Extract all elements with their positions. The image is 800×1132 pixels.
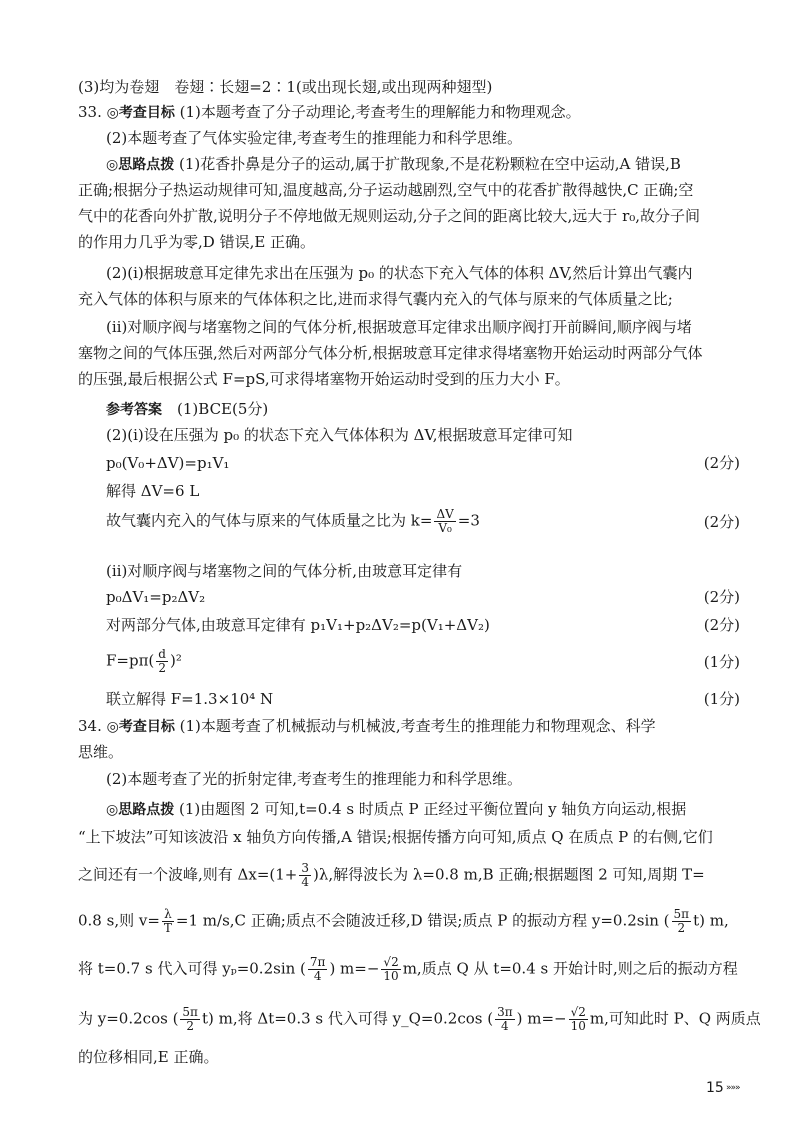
fraction: $\frac{d}{2}$	[158, 647, 166, 675]
score: (2分)	[703, 512, 740, 531]
page-number: 15	[706, 1080, 724, 1096]
q33-answer-1: 参考答案 (1)BCE(5分)	[106, 400, 269, 418]
equation-5: F=pπ( $\frac{d}{2}$ )² (1分)	[106, 647, 740, 675]
score: (2分)	[703, 454, 740, 472]
q34-hint-3: 之间还有一个波峰,则有 Δx=(1+ $\frac{3}{4}$ )λ,解得波长为 λ=0.8 m,B 正确;根据题图 2 可知,周期 T=	[78, 861, 705, 889]
q33-hint-4: 的作用力几乎为零,D 错误,E 正确。	[78, 233, 316, 251]
q33-target: 33. ◎考查目标 (1)本题考查了分子动理论,考查考生的理解能力和物理观念。	[78, 103, 581, 121]
equation-6: 联立解得 F=1.3×10⁴ N (1分)	[106, 690, 740, 708]
fraction: $\frac{7\pi}{4}$	[309, 955, 326, 983]
equation-2: 故气囊内充入的气体与原来的气体质量之比为 k= $\frac{\Delta V}{\text{V₀}}$ =3 (2分)	[106, 507, 740, 535]
q34-target: 34. ◎考查目标 (1)本题考查了机械振动与机械波,考查考生的推理能力和物理观念、科学	[78, 717, 656, 735]
q33-answer-3: (ⅱ)对顺序阀与堵塞物之间的气体分析,由玻意耳定律有	[106, 562, 463, 580]
fraction: $\frac{√2}{10}$	[383, 955, 399, 983]
score: (2分)	[703, 616, 740, 634]
page-arrows-icon: »»»	[726, 1083, 740, 1093]
q33-hint-5: (2)(ⅰ)根据玻意耳定律先求出在压强为 p₀ 的状态下充入气体的体积 ΔV,然后计算出气囊内	[106, 264, 693, 282]
score: (1分)	[703, 690, 740, 708]
score: (2分)	[703, 588, 740, 606]
q34-hint-6: 为 y=0.2cos ( $\frac{5\pi}{2}$ t) m,将 Δt=0.3 s 代入可得 y_Q=0.2cos ( $\frac{3\pi}{4}$ ) m=− $\frac{√2}{10}$ m,可知此时 P、Q 两质点	[78, 1005, 761, 1033]
q34-hint-4: 0.8 s,则 v= $\frac{\lambda}{T}$ =1 m/s,C 正确;质点不会随波迁移,D 错误;质点 P 的振动方程 y=0.2sin ( $\frac{5\pi}{2}$ t) m,	[78, 907, 729, 935]
fraction: $\frac{3\pi}{4}$	[497, 1005, 513, 1033]
fraction: $\frac{√2}{10}$	[570, 1005, 586, 1033]
q34-hint-5: 将 t=0.7 s 代入可得 yₚ=0.2sin ( $\frac{7\pi}{4}$ ) m=− $\frac{√2}{10}$ m,质点 Q 从 t=0.4 s 开始计时,则之后的振动方程	[78, 955, 738, 983]
equation-1: p₀(V₀+ΔV)=p₁V₁ (2分)	[106, 454, 740, 472]
fraction: $\frac{\lambda}{T}$	[163, 907, 172, 935]
q33-hint-7: (ⅱ)对顺序阀与堵塞物之间的气体分析,根据玻意耳定律求出顺序阀打开前瞬间,顺序阀与堵	[106, 318, 692, 336]
equation-3: p₀ΔV₁=p₂ΔV₂ (2分)	[106, 588, 740, 606]
q34-target-1b: 思维。	[78, 743, 124, 761]
q33-target-2: (2)本题考查了气体实验定律,考查考生的推理能力和科学思维。	[106, 129, 523, 147]
q34-hint-7: 的位移相同,E 正确。	[78, 1048, 219, 1066]
line-q32-answer: (3)均为卷翅 卷翅∶长翅=2∶1(或出现长翅,或出现两种翅型)	[78, 78, 493, 96]
score: (1分)	[703, 652, 740, 671]
q33-hint-3: 气中的花香向外扩散,说明分子不停地做无规则运动,分子之间的距离比较大,远大于 r₀,故分子间	[78, 207, 701, 225]
fraction: $\frac{\Delta V}{\text{V₀}}$	[436, 507, 454, 535]
target-tag: ◎考查目标	[106, 105, 175, 121]
hint-tag: ◎思路点拨	[106, 802, 175, 818]
target-tag: ◎考查目标	[106, 719, 175, 735]
q33-hint-1: ◎思路点拨 (1)花香扑鼻是分子的运动,属于扩散现象,不是花粉颗粒在空中运动,A 错误,B	[106, 155, 681, 173]
q33-answer-2: (2)(ⅰ)设在压强为 p₀ 的状态下充入气体体积为 ΔV,根据玻意耳定律可知	[106, 426, 573, 444]
answer-tag: 参考答案	[106, 402, 162, 418]
result-1: 解得 ΔV=6 L	[106, 482, 200, 500]
hint-tag: ◎思路点拨	[106, 157, 175, 173]
equation-4: 对两部分气体,由玻意耳定律有 p₁V₁+p₂ΔV₂=p(V₁+ΔV₂) (2分)	[106, 616, 740, 634]
fraction: $\frac{5\pi}{2}$	[673, 907, 690, 935]
fraction: $\frac{3}{4}$	[301, 861, 310, 889]
q34-hint-1: ◎思路点拨 (1)由题图 2 可知,t=0.4 s 时质点 P 正经过平衡位置向 y 轴负方向运动,根据	[106, 800, 687, 818]
q34-target-2: (2)本题考查了光的折射定律,考查考生的推理能力和科学思维。	[106, 770, 523, 788]
q33-hint-6: 充入气体的体积与原来的气体体积之比,进而求得气囊内充入的气体与原来的气体质量之比;	[78, 290, 673, 308]
q34-hint-2: “上下坡法”可知该波沿 x 轴负方向传播,A 错误;根据传播方向可知,质点 Q 在质点 P 的右侧,它们	[78, 828, 713, 846]
fraction: $\frac{5\pi}{2}$	[182, 1005, 198, 1033]
q33-hint-8: 塞物之间的气体压强,然后对两部分气体分析,根据玻意耳定律求得堵塞物开始运动时两部分气体	[78, 344, 703, 362]
q33-hint-9: 的压强,最后根据公式 F=pS,可求得堵塞物开始运动时受到的压力大小 F。	[78, 370, 570, 388]
q33-hint-2: 正确;根据分子热运动规律可知,温度越高,分子运动越剧烈,空气中的花香扩散得越快,C 正确;空	[78, 181, 694, 199]
